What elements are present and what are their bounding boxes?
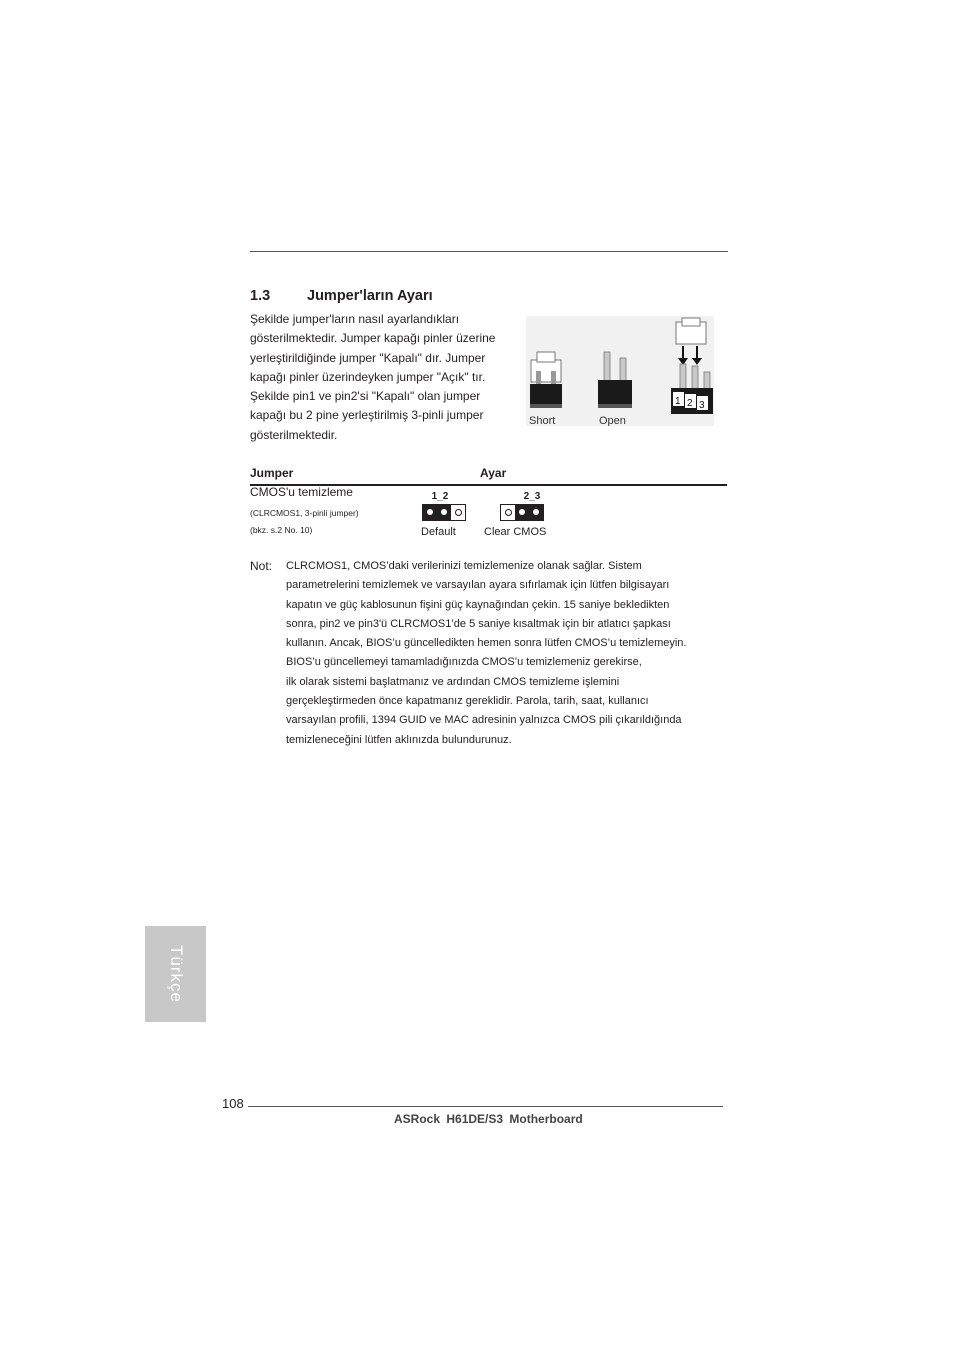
note-label: Not:	[250, 559, 273, 573]
column-header-setting: Ayar	[480, 466, 507, 480]
short-jumper-graphic	[530, 352, 562, 408]
table-header	[250, 464, 727, 486]
intro-line: Şekilde jumper'ların nasıl ayarlandıkları	[250, 312, 460, 326]
intro-line: yerleştirildiğinde jumper "Kapalı" dır. Jumper	[250, 350, 486, 365]
jumper-name: CMOS'u temizleme	[250, 485, 353, 499]
pin-capped	[529, 505, 543, 520]
intro-line: gösterilmektedir.	[250, 427, 338, 442]
clear-pin-graphic	[500, 504, 544, 521]
jumper-settings-table	[250, 464, 727, 538]
pin-number-3: 3	[699, 400, 705, 411]
pin-number-2: 2	[687, 398, 693, 409]
default-pins-label: 1_2	[431, 491, 449, 502]
clear-cmos-caption: Clear CMOS	[484, 526, 547, 538]
note-line: BIOS’u güncellemeyi tamamladığınızda CMOS’u temizlemeniz gerekirse,	[286, 656, 642, 669]
open-jumper-graphic	[598, 352, 632, 408]
top-rule	[250, 251, 728, 252]
intro-line: kapağı pinler üzerindeyken jumper "Açık" tır.	[250, 369, 486, 384]
language-tab-label: Türkçe	[166, 945, 186, 1003]
jumper-illustration	[526, 316, 714, 426]
page-number: 108	[222, 1096, 244, 1111]
open-label: Open	[599, 415, 626, 426]
section-number: 1.3	[250, 288, 271, 304]
section-heading	[250, 288, 433, 304]
note-line: kapatın ve güç kablosunun fişini güç kaynağından çekin. 15 saniye bekledikten	[286, 598, 670, 611]
column-header-jumper: Jumper	[250, 466, 294, 480]
pin-capped	[423, 505, 437, 520]
pin-capped	[437, 505, 451, 520]
language-tab	[145, 926, 206, 1022]
bottom-rule	[248, 1106, 723, 1107]
clear-pins-label: 2_3	[523, 491, 541, 502]
short-label: Short	[529, 415, 556, 426]
intro-line: Şekilde pin1 ve pin2'si "Kapalı" olan jumper	[250, 389, 481, 404]
note-line: sonra, pin2 ve pin3'ü CLRCMOS1’de 5 saniye kısaltmak için bir atlatıcı şapkası	[286, 617, 671, 630]
intro-line: gösterilmektedir. Jumper kapağı pinler üzerine	[250, 331, 496, 346]
pin-open	[451, 505, 465, 520]
jumper-diagram-svg	[526, 316, 714, 426]
pin-capped	[515, 505, 529, 520]
note-line: CLRCMOS1, CMOS’daki verilerinizi temizlemenize olanak sağlar. Sistem	[286, 560, 642, 572]
pin-open	[501, 505, 515, 520]
jumper-id: (CLRCMOS1, 3-pinli jumper)	[250, 508, 359, 518]
note-line: parametrelerini temizlemek ve varsayılan ayara sıfırlamak için lütfen bilgisayarı	[286, 579, 670, 592]
note-block	[250, 557, 727, 750]
note-line: varsayılan profili, 1394 GUID ve MAC adresinin yalnızca CMOS pili çıkarıldığında	[286, 714, 682, 727]
default-pin-graphic	[422, 504, 466, 521]
section-title: Jumper'ların Ayarı	[307, 288, 433, 304]
note-line: gerçekleştirmeden önce kapatmanız gereklidir. Parola, tarih, saat, kullanıcı	[286, 695, 649, 708]
pin-number-1: 1	[675, 396, 681, 407]
note-body	[286, 557, 727, 750]
footer-text: ASRock H61DE/S3 Motherboard	[394, 1112, 583, 1126]
jumper-reference: (bkz. s.2 No. 10)	[250, 525, 313, 535]
note-line: kullanın. Ancak, BIOS’u güncelledikten hemen sonra lütfen CMOS’u temizlemeyin.	[286, 637, 687, 650]
note-line: temizleneceğini lütfen aklınızda bulundurunuz.	[286, 733, 512, 746]
default-caption: Default	[421, 526, 456, 538]
note-line: ilk olarak sistemi başlatmanız ve ardından CMOS temizleme işlemini	[286, 675, 620, 688]
intro-paragraph	[250, 310, 520, 445]
intro-line: kapağı bu 2 pine yerleştirilmiş 3-pinli jumper	[250, 408, 484, 423]
